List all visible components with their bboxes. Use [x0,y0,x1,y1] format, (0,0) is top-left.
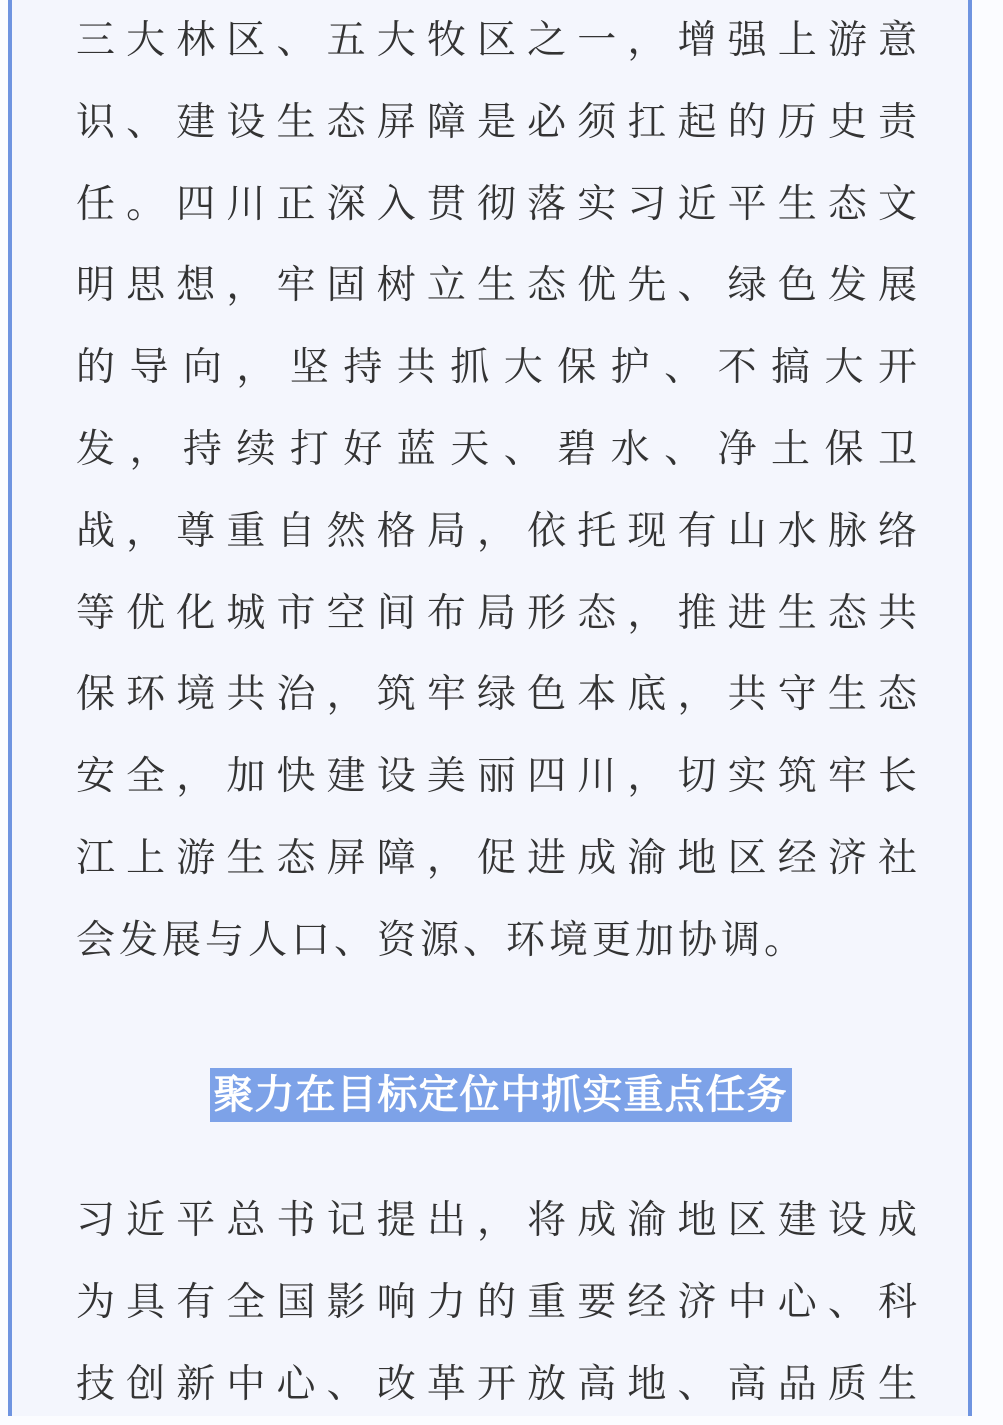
paragraph-line: 发，持续打好蓝天、碧水、净土保卫 [76,426,921,472]
paragraph-line: 识、建设生态屏障是必须扛起的历史责 [76,99,921,145]
paragraph-line: 会发展与人口、资源、环境更加协调。 [76,917,808,963]
section-heading: 聚力在目标定位中抓实重点任务 [210,1068,792,1122]
paragraph-line: 保环境共治，筑牢绿色本底，共守生态 [76,672,921,718]
paragraph-line: 的导向，坚持共抓大保护、不搞大开 [76,345,921,391]
paragraph-line: 任。四川正深入贯彻落实习近平生态文 [76,181,921,227]
article-paragraph-2 [76,1180,921,1425]
paragraph-line: 明思想，牢固树立生态优先、绿色发展 [76,263,921,309]
paragraph-line: 技创新中心、改革开放高地、高品质生 [76,1361,921,1407]
paragraph-line: 战，尊重自然格局，依托现有山水脉络 [76,508,921,554]
paragraph-line: 江上游生态屏障，促进成渝地区经济社 [76,835,921,881]
paragraph-line: 为具有全国影响力的重要经济中心、科 [76,1279,921,1325]
article-paragraph-1 [76,0,921,982]
section-heading-container [0,1068,1003,1122]
paragraph-line: 安全，加快建设美丽四川，切实筑牢长 [76,754,921,800]
paragraph-line: 三大林区、五大牧区之一，增强上游意 [76,18,921,63]
paragraph-line: 等优化城市空间布局形态，推进生态共 [76,590,921,636]
paragraph-line: 习近平总书记提出，将成渝地区建设成 [76,1198,921,1243]
